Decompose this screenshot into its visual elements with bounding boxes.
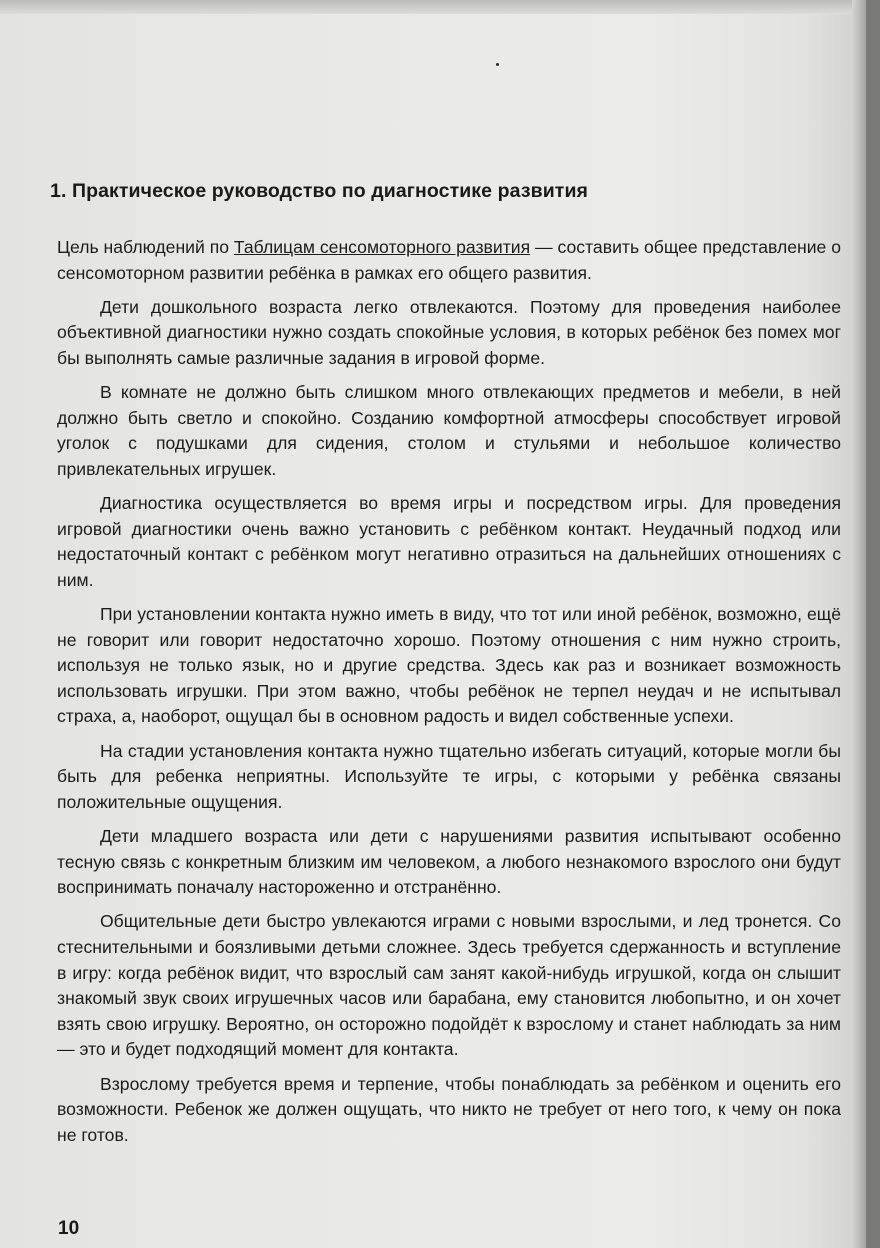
paragraph-1: Дети дошкольного возраста легко отвлекаются. Поэтому для проведения наиболее объективной диагностики нужно создать спокойные условия, в которых ребёнок без помех мог бы выполнять самые различные задания в игровой форме. <box>57 296 841 368</box>
paragraph-4: При установлении контакта нужно иметь в виду, что тот или иной ребёнок, возможно, ещё не говорит или говорит недостаточно хорошо. Поэтому отношения с ним нужно строить, используя не только язык, но и другие средства. Здесь как раз и возникает возможность использовать игрушки. При этом важно, чтобы ребёнок не терпел неудач и не испытывал страха, а, наоборот, ощущал бы в основном радость и видел собственные успехи. <box>57 604 841 727</box>
paragraph-6: Дети младшего возраста или дети с нарушениями развития испытывают особенно тесную связь с конкретным близким им человеком, а любого незнакомого взрослого они будут воспринимать поначалу настороженно и отстранённо. <box>57 826 841 898</box>
print-speck <box>496 63 499 66</box>
table-reference-link: Таблицам сенсомоторного развития <box>233 237 531 257</box>
paragraph-2: В комнате не должно быть слишком много отвлекающих предметов и мебели, в ней должно быть светло и спокойно. Созданию комфортной атмосферы способствует игровой уголок с подушками для сидения, столом и стульями и небольшое количество привлекательных игрушек. <box>57 382 841 479</box>
page-number: 10 <box>58 1218 80 1239</box>
paragraph-5: На стадии установления контакта нужно тщательно избегать ситуаций, которые могли бы быть для ребенка неприятны. Используйте те игры, с которыми у ребёнка связаны положительные ощущения. <box>57 740 841 812</box>
section-heading: 1. Практическое руководство по диагностике развития <box>50 180 589 202</box>
intro-text-start: Цель наблюдений по <box>57 237 234 257</box>
page-binding-edge <box>852 0 866 1248</box>
paragraph-intro <box>57 235 841 286</box>
paragraph-3: Диагностика осуществляется во время игры и посредством игры. Для проведения игровой диагностики очень важно установить с ребёнком контакт. Неудачный подход или недостаточный контакт с ребёнком могут негативно отразиться на дальнейших отношениях с ним. <box>57 493 841 590</box>
body-text <box>57 235 841 1157</box>
intro-text-end: — составить общее представление о сенсомоторном развитии ребёнка в рамках его общего развития. <box>57 237 842 283</box>
page-top-strip <box>0 0 866 14</box>
paragraph-8: Взрослому требуется время и терпение, чтобы понаблюдать за ребёнком и оценить его возможности. Ребенок же должен ощущать, что никто не требует от него того, к чему он пока не готов. <box>57 1073 841 1145</box>
paragraph-7: Общительные дети быстро увлекаются играми с новыми взрослыми, и лед тронется. Со стеснительными и боязливыми детьми сложнее. Здесь требуется сдержанность и вступление в игру: когда ребёнок видит, что взрослый сам занят какой-нибудь игрушкой, когда он слышит знакомый звук своих игрушечных часов или барабана, ему становится любопытно, и он хочет взять свою игрушку. Вероятно, он осторожно подойдёт к взрослому и станет наблюдать за ним — это и будет подходящий момент для контакта. <box>57 911 841 1060</box>
